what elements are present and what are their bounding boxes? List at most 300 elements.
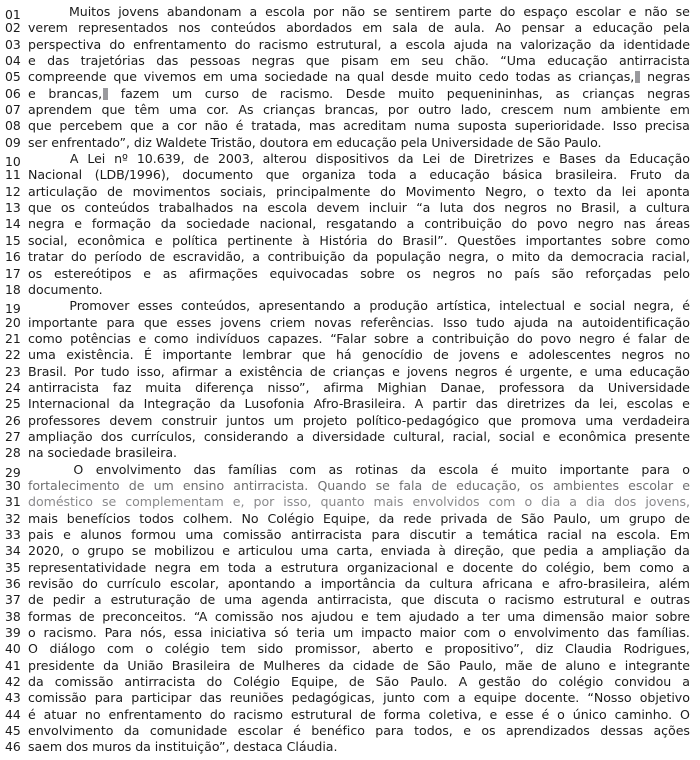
word: devem	[316, 200, 360, 216]
line-number: 02	[5, 20, 21, 36]
word: seu	[421, 53, 444, 69]
word: escola.	[616, 527, 661, 542]
word: da	[352, 249, 369, 265]
word: revisão	[28, 576, 74, 592]
word: os	[481, 723, 496, 739]
word: negras	[647, 85, 690, 101]
line-text	[28, 543, 700, 558]
text-line	[0, 690, 700, 706]
word: um	[171, 85, 193, 101]
line-text	[28, 167, 700, 182]
word: o	[28, 625, 36, 641]
word: negra,	[448, 249, 489, 265]
word: pensar	[521, 20, 565, 36]
word: alterou	[262, 151, 307, 167]
word: negros	[432, 265, 476, 281]
word: acreditam	[343, 118, 407, 134]
paragraph-indent	[28, 298, 61, 313]
word: de	[193, 151, 210, 167]
word: antirracista.	[233, 477, 309, 493]
line-text	[28, 625, 700, 640]
word: escola	[265, 4, 306, 19]
word: jovens,	[645, 494, 690, 510]
text-line	[0, 102, 700, 118]
word: que	[113, 69, 137, 85]
word: jovens	[459, 347, 500, 363]
word: famílias.	[637, 625, 690, 641]
word: integrante	[624, 657, 690, 673]
word: brancas,	[324, 102, 379, 118]
word: com	[423, 690, 450, 706]
word: urgente,	[519, 363, 573, 379]
word: mito	[511, 249, 540, 265]
word: presidente	[28, 657, 95, 673]
word: na	[557, 314, 573, 330]
word: abordados	[286, 20, 353, 36]
word: de	[496, 510, 513, 526]
line-text: na sociedade brasileira.	[28, 445, 177, 461]
word: a	[224, 363, 233, 379]
word: aprendem	[28, 102, 92, 118]
word: político-pedagógico	[356, 412, 480, 428]
word: das	[156, 53, 179, 69]
word: bem	[602, 559, 631, 575]
word: apresentando	[258, 298, 345, 314]
word: no	[84, 706, 101, 722]
word: é	[504, 363, 513, 379]
word: toda	[227, 559, 257, 575]
word: enfrentamento	[108, 706, 202, 722]
line-text: ser enfrentado”, diz Waldete Tristão, doutora em educação pela Universidade de São Paulo.	[28, 134, 602, 150]
word: racial,	[452, 428, 491, 444]
word: Integração	[143, 396, 211, 412]
word: um	[153, 477, 174, 493]
word: período	[94, 249, 142, 265]
word: capazes.	[267, 330, 323, 346]
word: em	[669, 102, 690, 118]
word: apontando	[227, 576, 296, 592]
word: No	[241, 510, 259, 526]
word: negros	[504, 200, 547, 216]
word: a	[466, 608, 475, 624]
word: tudo	[476, 314, 505, 330]
word: do	[109, 36, 125, 52]
line-text	[28, 37, 700, 52]
word: para	[371, 527, 400, 542]
word: o	[536, 183, 545, 199]
word: qual	[357, 69, 385, 85]
word: social,	[28, 232, 68, 248]
word: jovens	[118, 4, 159, 19]
word: ampliação	[601, 543, 667, 559]
word: uma	[507, 608, 536, 624]
word: Para	[104, 625, 133, 641]
text-line	[0, 167, 700, 183]
text-line	[0, 135, 700, 151]
word: povo	[537, 216, 568, 232]
word: pertinente	[227, 232, 293, 248]
text-line	[0, 462, 700, 478]
word: esses	[176, 314, 212, 330]
text-line	[0, 315, 700, 331]
word: negras	[251, 53, 295, 69]
word: a	[457, 690, 466, 706]
line-number: 29	[5, 464, 21, 480]
word: é	[235, 118, 244, 134]
word: das	[193, 461, 216, 477]
line-text	[28, 266, 700, 281]
word: aula.	[454, 20, 485, 36]
word: rotinas	[355, 461, 399, 477]
word: envolvimento	[513, 625, 600, 641]
word: projeto	[302, 412, 348, 428]
word: formou	[131, 527, 176, 542]
word: é	[541, 706, 550, 722]
word: escolas	[626, 396, 673, 412]
text-line	[0, 331, 700, 347]
line-text	[28, 364, 700, 379]
word: tem	[376, 608, 402, 624]
text-line	[0, 609, 700, 625]
line-number: 41	[5, 657, 21, 673]
word: e	[489, 706, 498, 722]
word: do	[206, 674, 223, 690]
word: é	[490, 461, 499, 477]
word: As	[238, 102, 254, 118]
word: para	[641, 461, 670, 477]
word: Mulheres	[263, 657, 321, 673]
word: a	[296, 428, 305, 444]
word: na	[591, 527, 607, 542]
word: esses	[137, 298, 173, 314]
word: Mighian	[377, 379, 427, 395]
word: equipe	[473, 690, 517, 706]
word: “Nosso	[587, 690, 632, 706]
word: a	[161, 118, 170, 134]
line-number: 25	[5, 396, 21, 412]
word: Muitos	[68, 4, 111, 19]
word: Em	[669, 527, 690, 542]
word: tem	[221, 641, 246, 657]
word: de	[674, 330, 690, 346]
word: percebem	[59, 118, 123, 134]
word: sociais,	[220, 183, 267, 199]
word: resgatando	[326, 216, 397, 232]
word: Movimento	[405, 183, 476, 199]
word: tratar	[28, 249, 64, 265]
word: educação	[592, 20, 653, 36]
word: benéfico	[311, 723, 365, 739]
line-number: 18	[5, 281, 21, 297]
word: 2003,	[217, 151, 254, 167]
word: alunos	[80, 527, 122, 542]
word: que	[301, 347, 326, 363]
text-line	[0, 511, 700, 527]
word: todos,	[414, 723, 453, 739]
word: Brasil”.	[402, 232, 448, 248]
word: enfrentamento	[133, 36, 227, 52]
word: sobre	[360, 265, 395, 281]
word: docente	[462, 559, 514, 575]
word: formação	[91, 216, 151, 232]
word: espaço	[523, 4, 568, 19]
word: social	[498, 428, 535, 444]
word: do	[499, 4, 516, 19]
word: com	[106, 641, 134, 657]
line-number: 44	[5, 706, 21, 722]
word: União	[127, 657, 164, 673]
word: antirracista	[124, 674, 196, 690]
word: das	[475, 396, 498, 412]
word: crianças,	[578, 69, 640, 84]
word: junto	[383, 690, 415, 706]
word: como	[655, 232, 690, 248]
word: adolescentes	[528, 347, 611, 363]
text-highlight-mark	[103, 88, 108, 100]
word: com	[488, 494, 516, 510]
word: negra	[28, 216, 65, 232]
line-number: 45	[5, 723, 21, 739]
word: nas	[623, 216, 646, 232]
word: e	[138, 330, 147, 346]
text-line	[0, 347, 700, 363]
word: por	[313, 4, 334, 19]
word: na	[496, 36, 512, 52]
paragraph-indent	[28, 462, 61, 477]
word: Desde	[345, 85, 386, 101]
word: e	[579, 363, 588, 379]
line-number: 35	[5, 559, 21, 575]
word: (LDB/1996),	[94, 167, 170, 183]
line-text	[28, 592, 700, 607]
word: iniciativa	[210, 625, 267, 641]
word: da	[547, 249, 564, 265]
word: esse	[505, 706, 534, 722]
word: muito	[397, 85, 435, 101]
word: da	[378, 510, 395, 526]
word: agenda	[261, 592, 308, 608]
word: e	[74, 216, 82, 232]
word: organizacional	[347, 559, 438, 575]
word: envolvimento	[95, 461, 182, 477]
line-number: 10	[5, 154, 21, 170]
word: objetivo	[639, 690, 690, 706]
word: antirracista,	[317, 592, 393, 608]
text-line	[0, 429, 700, 445]
word: da	[410, 461, 427, 477]
word: preconceitos.	[102, 608, 187, 624]
word: racismo.	[279, 85, 334, 101]
word: africana	[482, 576, 533, 592]
word: que	[265, 167, 290, 183]
word: comissão	[222, 527, 282, 542]
word: de	[541, 657, 557, 673]
text-line	[0, 707, 700, 723]
word: no	[674, 347, 690, 363]
line-number: 40	[5, 641, 21, 657]
line-text	[28, 527, 700, 542]
word: que	[143, 314, 168, 330]
word: professora	[498, 379, 565, 395]
word: ajuda	[513, 314, 549, 330]
word: têm	[134, 102, 160, 118]
word: e	[361, 608, 369, 624]
word: do	[380, 183, 396, 199]
text-line	[0, 543, 700, 559]
word: muita	[145, 379, 182, 395]
word: articulação	[28, 183, 98, 199]
line-text	[28, 462, 700, 477]
word: toda	[368, 167, 397, 183]
word: Bases	[559, 151, 597, 167]
word: e	[573, 298, 582, 314]
line-text	[28, 494, 700, 509]
word: a	[252, 249, 260, 265]
word: ambiente	[600, 102, 661, 118]
line-text	[28, 233, 700, 248]
word: lei,	[598, 396, 618, 412]
text-line	[0, 625, 700, 641]
word: que	[305, 53, 330, 69]
word: as	[557, 69, 572, 85]
word: valorização	[520, 36, 592, 52]
word: a	[629, 200, 637, 216]
word: pais	[28, 527, 54, 542]
word: a	[416, 330, 425, 346]
word: promova	[520, 412, 577, 428]
word: luta	[439, 200, 464, 216]
word: negro	[578, 330, 615, 346]
word: e	[542, 151, 551, 167]
word: política	[172, 232, 218, 248]
line-number: 01	[5, 7, 21, 22]
word: benefícios	[66, 510, 131, 526]
word: perspectiva	[28, 36, 102, 52]
word: por	[253, 494, 275, 510]
word: negro	[577, 216, 614, 232]
word: comissão	[28, 690, 87, 706]
word: em	[202, 69, 223, 85]
line-number: 23	[5, 363, 21, 379]
text-line	[0, 364, 700, 380]
word: sentirem	[395, 4, 451, 19]
word: do	[377, 232, 393, 248]
word: da	[574, 396, 590, 412]
word: população	[375, 249, 441, 265]
line-number: 12	[5, 183, 21, 199]
word: e	[446, 559, 454, 575]
word: e	[463, 723, 471, 739]
word: cor.	[206, 102, 229, 118]
line-text: documento.	[28, 281, 103, 297]
word: conteúdos	[210, 20, 276, 36]
word: diversidade	[312, 428, 385, 444]
word: sobre	[374, 330, 409, 346]
word: crianças	[332, 363, 385, 379]
word: racismo.	[43, 625, 97, 641]
word: como	[153, 330, 189, 346]
word: como	[28, 330, 63, 346]
word: da	[674, 167, 690, 183]
word: jovens	[406, 363, 448, 379]
word: dia	[586, 494, 606, 510]
word: escolar	[237, 723, 283, 739]
word: Questões	[457, 232, 517, 248]
word: racismo	[258, 36, 309, 52]
line-text	[28, 53, 700, 68]
line-number: 34	[5, 543, 21, 559]
word: Lei	[422, 151, 441, 167]
text-line	[0, 118, 700, 134]
word: 2020,	[28, 543, 64, 559]
line-number: 46	[5, 739, 21, 755]
word: dia	[541, 494, 561, 510]
word: e	[682, 396, 690, 412]
word: e	[541, 576, 550, 592]
word: que	[28, 118, 52, 134]
word: o	[498, 625, 506, 641]
word: coletiva,	[428, 706, 482, 722]
word: principalmente	[276, 183, 371, 199]
word: para	[106, 314, 135, 330]
line-number: 04	[5, 53, 21, 69]
word: e	[424, 641, 433, 657]
word: de	[431, 477, 447, 493]
word: o	[496, 249, 505, 265]
line-number: 13	[5, 200, 21, 216]
word: contribuição	[431, 330, 510, 346]
line-number: 22	[5, 347, 21, 363]
word: e	[222, 543, 230, 559]
word: de	[449, 151, 465, 167]
word: 10.639,	[136, 151, 185, 167]
word: nacional,	[259, 216, 317, 232]
word: e	[28, 85, 36, 101]
word: cidade	[352, 657, 395, 673]
word: educação,	[456, 477, 521, 493]
word: escola	[405, 36, 446, 52]
word: equivocadas	[269, 265, 349, 281]
word: são	[551, 265, 574, 281]
word: escravidão,	[172, 249, 245, 265]
word: em	[199, 559, 220, 575]
word: que	[101, 102, 126, 118]
word: do	[531, 674, 548, 690]
word: envolvimento	[28, 723, 114, 739]
word: isso,	[283, 494, 312, 510]
word: do	[517, 330, 533, 346]
word: não	[204, 118, 228, 134]
word: temática	[482, 527, 538, 542]
word: da	[123, 723, 140, 739]
word: é	[28, 706, 36, 722]
word: se	[375, 477, 390, 493]
line-number: 43	[5, 690, 21, 706]
word: da	[103, 657, 119, 673]
word: ensino	[182, 477, 225, 493]
word: como	[639, 559, 674, 575]
word: das	[47, 53, 70, 69]
word: educação	[547, 53, 608, 69]
word: superioridade.	[514, 118, 605, 134]
word: conteúdos,	[181, 298, 251, 314]
word: colégio	[558, 674, 604, 690]
line-number: 14	[5, 216, 21, 232]
word: da	[118, 396, 135, 412]
word: da	[404, 576, 421, 592]
word: no	[486, 265, 503, 281]
word: sociedade	[264, 69, 328, 85]
